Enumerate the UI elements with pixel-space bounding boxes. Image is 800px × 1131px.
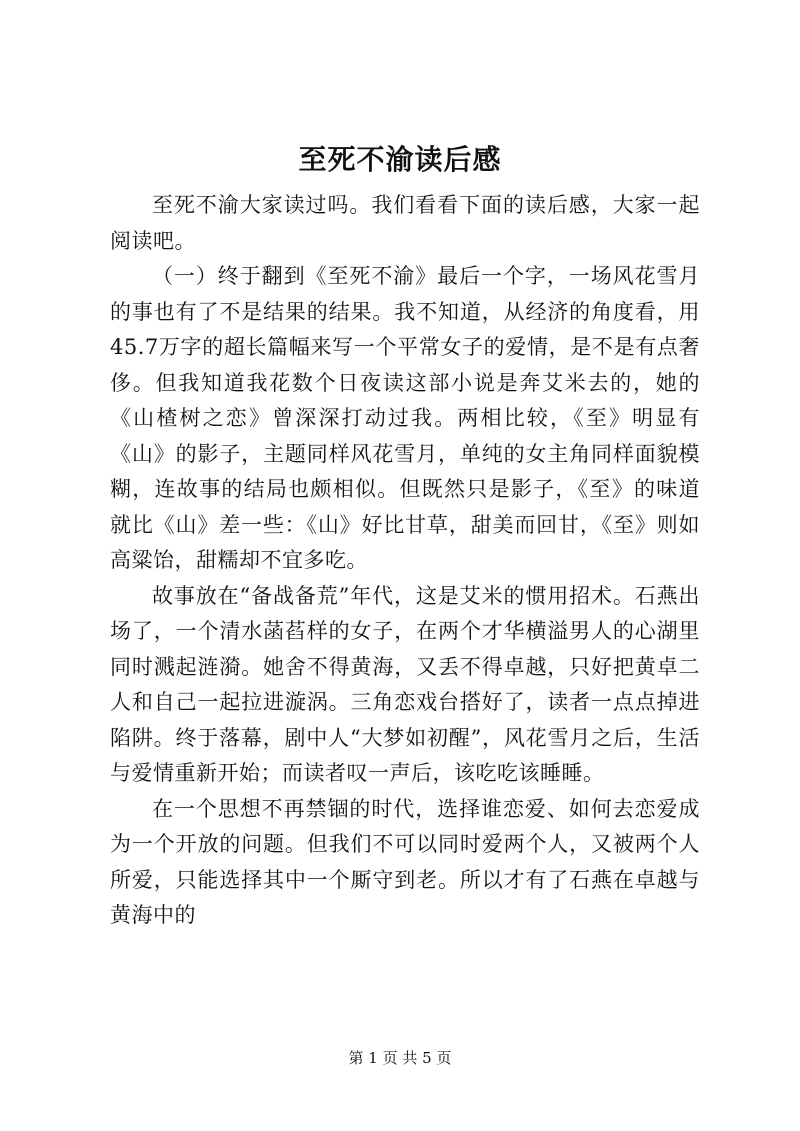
paragraph-intro: 至死不渝大家读过吗。我们看看下面的读后感，大家一起阅读吧。: [110, 193, 700, 253]
page-title: 至死不渝读后感: [298, 143, 502, 176]
paragraph-1: （一）终于翻到《至死不渝》最后一个字，一场风花雪月的事也有了不是结果的结果。我不知道，从经济的角度看，用45.7万字的超长篇幅来写一个平常女子的爱情，是不是有点奢侈。但我知道我花数个日夜读这部小说是奔艾米去的，她的《山楂树之恋》曾深深打动过我。两相比较，《至》明显有《山》的影子，主题同样风花雪月，单纯的女主角同样面貌模糊，连故事的结局也颇相似。但既然只是影子，《至》的味道就比《山》差一些：《山》好比甘草，甜美而回甘，《至》则如高粱饴，甜糯却不宜多吃。: [110, 264, 700, 572]
document-body: [110, 188, 700, 934]
page-number-footer: 第 1 页 共 5 页: [348, 1049, 452, 1067]
paragraph-3: 在一个思想不再禁锢的时代，选择谁恋爱、如何去恋爱成为一个开放的问题。但我们不可以同时爱两个人，又被两个人所爱，只能选择其中一个厮守到老。所以才有了石燕在卓越与黄海中的: [110, 796, 700, 927]
paragraph-2: 故事放在“备战备荒”年代，这是艾米的惯用招术。石燕出场了，一个清水菡萏样的女子，在两个才华横溢男人的心湖里同时溅起涟漪。她舍不得黄海，又丢不得卓越，只好把黄卓二人和自己一起拉进漩涡。三角恋戏台搭好了，读者一点点掉进陷阱。终于落幕，剧中人“大梦如初醒”，风花雪月之后，生活与爱情重新开始；而读者叹一声后，该吃吃该睡睡。: [110, 583, 700, 785]
